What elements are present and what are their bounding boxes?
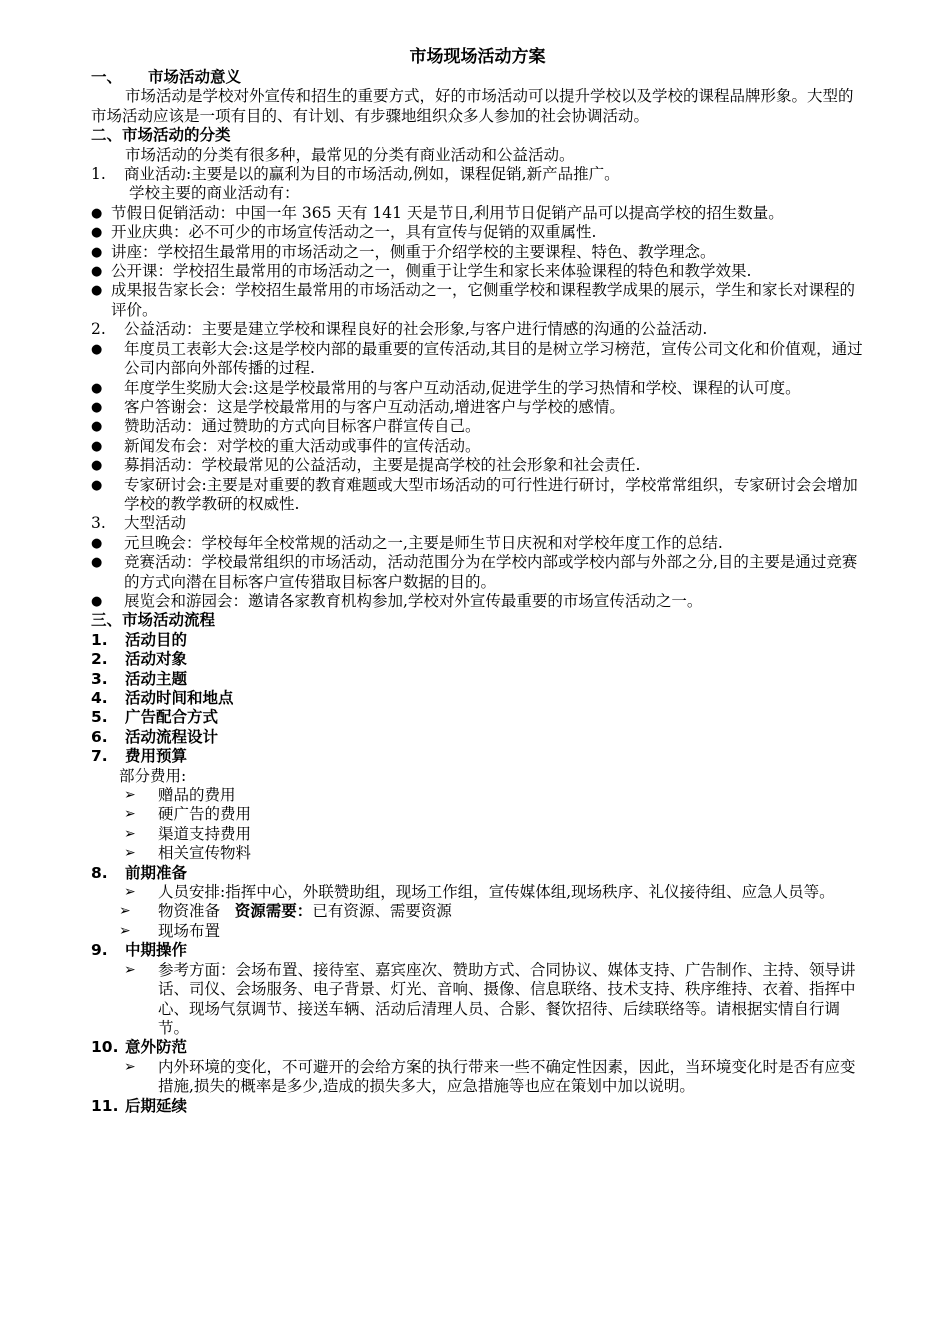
large-text: 大型活动 (124, 514, 187, 533)
mid-step (91, 941, 864, 960)
bullet-icon: ● (91, 205, 103, 221)
public-activity (91, 320, 864, 339)
budget-sub: 部分费用: (119, 766, 187, 785)
list-item: ● 节假日促销活动：中国一年 365 天有 141 天是节日,利用节日促销产品可以提高学校的招生数量。 (91, 203, 784, 222)
bullet-icon: ● (91, 593, 103, 609)
list-item: ➢ 人员安排:指挥中心，外联赞助组，现场工作组，宣传媒体组,现场秩序、礼仪接待组、应急人员等。 (124, 883, 835, 902)
commercial-text: 商业活动:主要是以的赢利为目的市场活动,例如，课程促销,新产品推广。 (124, 165, 620, 184)
step-item: 2. 活动对象 (91, 650, 188, 669)
list-item: ➢ 参考方面：会场布置、接待室、嘉宾座次、赞助方式、合同协议、媒体支持、广告制作、主持、领导讲话、司仪、会场服务、电子背景、灯光、音响、摄像、信息联络、技术支持、秩序维持、衣着、指挥中心、现场气氛调节、接送车辆、活动后清理人员、合影、餐饮招待、后续联络等。请根据实情自行调节。 (124, 960, 856, 1037)
bullet-icon: ● (91, 419, 103, 435)
bullet-icon: ● (91, 244, 103, 260)
large-list (91, 534, 864, 612)
arrow-icon: ➢ (119, 922, 131, 939)
arrow-icon: ➢ (119, 903, 131, 920)
arrow-icon: ➢ (124, 884, 136, 901)
section-1-heading (91, 68, 864, 87)
bullet-icon: ● (91, 399, 103, 415)
large-activity (91, 514, 864, 533)
list-item: ● 成果报告家长会：学校招生最常用的市场活动之一，它侧重学校和课程教学成果的展示，学生和家长对课程的评价。 (91, 281, 856, 319)
section-2-heading: 二、市场活动的分类 (91, 126, 231, 145)
list-item: ● 募捐活动：学校最常见的公益活动，主要是提高学校的社会形象和社会责任. (91, 456, 641, 475)
list-item: ➢ 相关宣传物料 (124, 844, 252, 863)
list-item: ● 新闻发布会：对学校的重大活动或事件的宣传活动。 (91, 436, 481, 455)
bullet-icon: ● (91, 283, 103, 299)
public-number: 2. (91, 320, 106, 339)
list-item: ● 年度学生奖励大会:这是学校最常用的与客户互动活动,促进学生的学习热情和学校、课程的认可度。 (91, 378, 801, 397)
large-number: 3. (91, 514, 106, 533)
list-item: ➢ 内外环境的变化，不可避开的会给方案的执行带来一些不确定性因素，因此，当环境变化时是否有应变措施,损失的概率是多少,造成的损失多大，应急措施等也应在策划中加以说明。 (124, 1057, 856, 1096)
step-item: 1. 活动目的 (91, 630, 188, 649)
prep-step (91, 864, 864, 883)
list-item: ● 展览会和游园会：邀请各家教育机构参加,学校对外宣传最重要的市场宣传活动之一。 (91, 591, 703, 610)
list-item: ➢ 硬广告的费用 (124, 805, 252, 824)
follow-step (91, 1097, 864, 1116)
list-item: ➢ 物资准备 资源需要：已有资源、需要资源 (119, 902, 452, 921)
list-item: ● 客户答谢会：这是学校最常用的与客户互动活动,增进客户与学校的感情。 (91, 397, 625, 416)
bullet-icon: ● (91, 438, 103, 454)
arrow-icon: ➢ (124, 787, 136, 804)
list-item: ● 赞助活动：通过赞助的方式向目标客户群宣传自己。 (91, 417, 481, 436)
step-item: 8. 前期准备 (91, 863, 188, 882)
budget-list (91, 786, 864, 864)
list-item: ● 开业庆典：必不可少的市场宣传活动之一，具有宣传与促销的双重属性. (91, 223, 597, 242)
arrow-icon: ➢ (124, 806, 136, 823)
bullet-icon: ● (91, 458, 103, 474)
arrow-icon: ➢ (124, 1058, 136, 1075)
resources-value: 已有资源、需要资源 (312, 902, 452, 921)
arrow-icon: ➢ (124, 825, 136, 842)
list-item: ● 公开课：学校招生最常用的市场活动之一，侧重于让学生和家长来体验课程的特色和教学效果. (91, 262, 752, 281)
list-item: ➢ 现场布置 (119, 921, 221, 940)
arrow-icon: ➢ (124, 845, 136, 862)
list-item: ● 讲座：学校招生最常用的市场活动之一，侧重于介绍学校的主要课程、特色、教学理念。 (91, 242, 716, 261)
commercial-sub: 学校主要的商业活动有： (129, 184, 300, 203)
step-item: 4. 活动时间和地点 (91, 689, 234, 707)
section-1-title: 市场活动意义 (148, 68, 242, 86)
bullet-icon: ● (91, 380, 103, 396)
list-item: ● 元旦晚会：学校每年全校常规的活动之一,主要是师生节日庆祝和对学校年度工作的总结. (91, 533, 723, 552)
step-item: 6. 活动流程设计 (91, 727, 219, 746)
section-3-heading: 三、市场活动流程 (91, 611, 216, 630)
list-item: ● 竞赛活动：学校最常组织的市场活动，活动范围分为在学校内部或学校内部与外部之分,目的主要是通过竞赛的方式向潜在目标客户宣传猎取目标客户数据的目的。 (91, 553, 858, 591)
bullet-icon: ● (91, 264, 103, 280)
section-2-intro: 市场活动的分类有很多种，最常见的分类有商业活动和公益活动。 (125, 145, 575, 164)
list-item: ● 专家研讨会:主要是对重要的教育难题或大型市场活动的可行性进行研讨，学校常常组织，专家研讨会会增加学校的教学教研的权威性. (91, 475, 858, 513)
document-title: 市场现场活动方案 (409, 47, 546, 67)
list-item: ➢ 渠道支持费用 (124, 824, 252, 843)
resources-label: 资源需要： (234, 902, 313, 921)
section-1-body: 市场活动是学校对外宣传和招生的重要方式，好的市场活动可以提升学校以及学校的课程品牌形象。大型的市场活动应该是一项有目的、有计划、有步骤地组织众多人参加的社会协调活动。 (91, 87, 854, 125)
risk-step (91, 1038, 864, 1057)
commercial-activity (91, 165, 864, 184)
step-item: 5. 广告配合方式 (91, 708, 219, 727)
commercial-number: 1. (91, 165, 106, 184)
process-steps (91, 631, 864, 767)
step-item: 11. 后期延续 (91, 1096, 188, 1115)
bullet-icon: ● (91, 535, 103, 551)
step-item: 3. 活动主题 (91, 669, 188, 688)
section-1-number: 一、 (91, 68, 123, 86)
list-item: ● 年度员工表彰大会:这是学校内部的最重要的宣传活动,其目的是树立学习榜范，宣传公司文化和价值观，通过公司内部向外部传播的过程. (91, 339, 863, 378)
bullet-icon: ● (91, 555, 103, 571)
step-item: 10. 意外防范 (91, 1038, 188, 1057)
step-item: 7. 费用预算 (91, 747, 188, 766)
commercial-list (91, 204, 864, 320)
public-list (91, 340, 864, 515)
public-text: 公益活动：主要是建立学校和课程良好的社会形象,与客户进行情感的沟通的公益活动. (124, 320, 708, 339)
bullet-icon: ● (91, 477, 103, 493)
list-item: ➢ 赠品的费用 (124, 786, 236, 805)
step-item: 9. 中期操作 (91, 941, 188, 960)
bullet-icon: ● (91, 225, 103, 241)
bullet-icon: ● (91, 341, 103, 357)
arrow-icon: ➢ (124, 961, 136, 978)
